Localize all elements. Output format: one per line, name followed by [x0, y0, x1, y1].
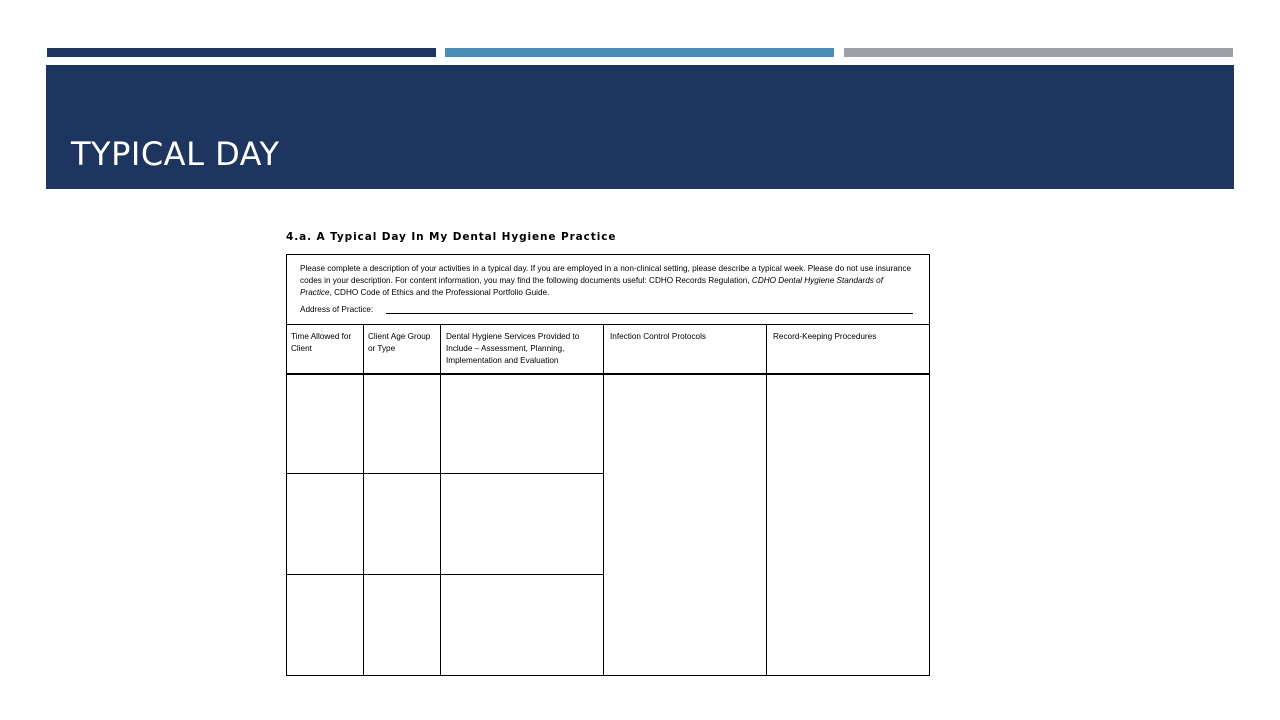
- services-cell-row1[interactable]: [441, 375, 603, 473]
- client-age-cell-row3[interactable]: [364, 575, 440, 675]
- slide-title: TYPICAL DAY: [71, 135, 280, 173]
- column-header-record-keeping: Record-Keeping Procedures: [773, 332, 877, 341]
- column-header-infection-control: Infection Control Protocols: [610, 332, 707, 341]
- title-band: [46, 65, 1234, 189]
- services-cell-row3[interactable]: [441, 575, 603, 675]
- services-cell-row2[interactable]: [441, 474, 603, 574]
- client-age-cell-row1[interactable]: [364, 375, 440, 473]
- column-header-time: Time Allowed for Client: [291, 332, 352, 353]
- column-header-client-age: Client Age Group or Type: [368, 332, 431, 353]
- accent-bar-gray: [844, 48, 1233, 57]
- time-cell-row2[interactable]: [287, 474, 363, 574]
- address-label: Address of Practice:: [300, 305, 374, 314]
- accent-bar-light-blue: [445, 48, 834, 57]
- time-cell-row1[interactable]: [287, 375, 363, 473]
- time-cell-row3[interactable]: [287, 575, 363, 675]
- instructions-text-part1: Please complete a description of your activities in a typical day. If you are employed in a non-clinical setting, please describe a typical week. Please do not use insurance codes in your description. For content information, you may find the following documents useful: CDHO Records Regulation,: [300, 264, 912, 285]
- accent-bar-dark-blue: [47, 48, 436, 57]
- infection-control-cell[interactable]: [604, 375, 766, 675]
- instructions-text-italic: CDHO Dental Hygiene Standards of Practice: [300, 276, 883, 297]
- client-age-cell-row2[interactable]: [364, 474, 440, 574]
- form-heading: 4.a. A Typical Day In My Dental Hygiene Practice: [286, 231, 617, 243]
- form-instructions: [287, 255, 929, 325]
- typical-day-form: [286, 254, 930, 676]
- address-field[interactable]: [386, 313, 913, 314]
- instructions-text-part2: , CDHO Code of Ethics and the Professional Portfolio Guide.: [329, 288, 550, 297]
- column-header-services: Dental Hygiene Services Provided to Include – Assessment, Planning, Implementation and Evaluation: [446, 332, 580, 365]
- record-keeping-cell[interactable]: [767, 375, 929, 675]
